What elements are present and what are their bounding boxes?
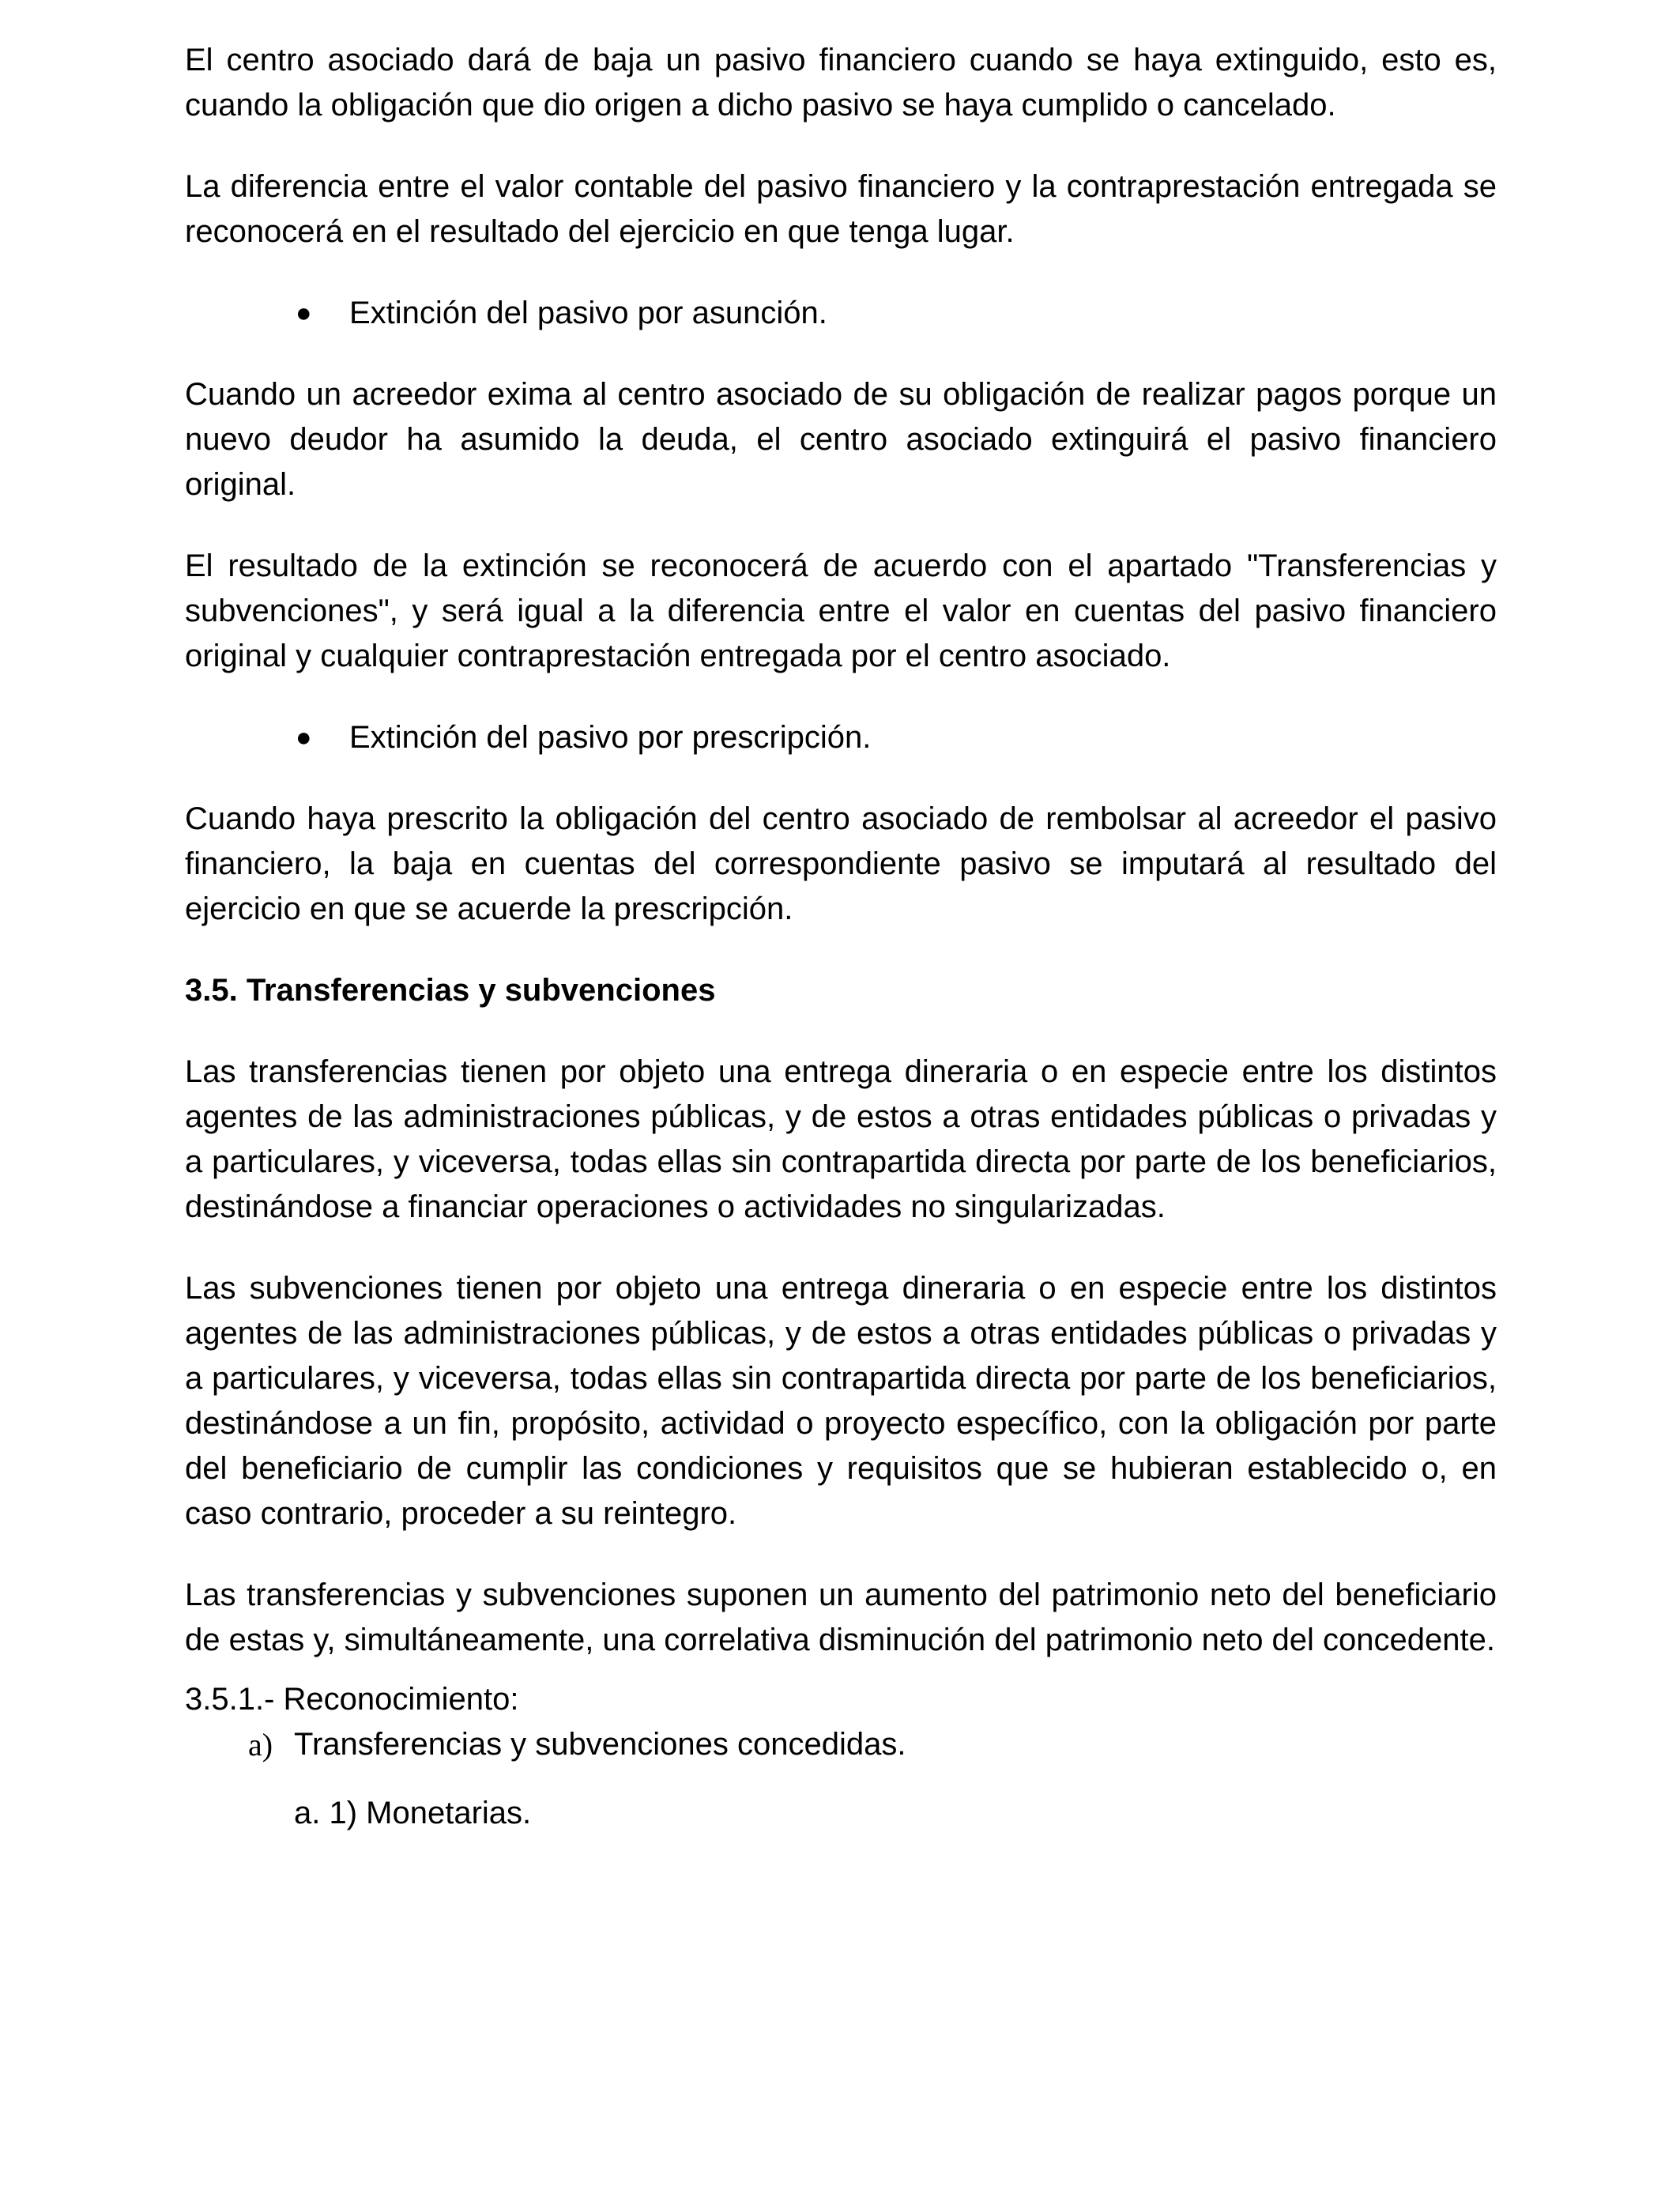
bullet-text: Extinción del pasivo por asunción.	[349, 296, 827, 330]
paragraph-resultado-extincion: El resultado de la extinción se reconocerá de acuerdo con el apartado "Transferencias y subvenciones", y será igual a la diferencia entre el valor en cuentas del pasivo financiero original y cualquier contraprestación entregada por el centro asociado.	[185, 548, 1497, 673]
bullet-item-asuncion	[185, 291, 1497, 336]
bullet-icon: ●	[296, 722, 312, 752]
paragraph-patrimonio-neto: Las transferencias y subvenciones suponen un aumento del patrimonio neto del beneficiario de estas y, simultáneamente, una correlativa disminución del patrimonio neto del concedente.	[185, 1578, 1497, 1657]
paragraph-subvenciones: Las subvenciones tienen por objeto una entrega dineraria o en especie entre los distintos agentes de las administraciones públicas, y de estos a otras entidades públicas o privadas y a particulares, y viceversa, todas ellas sin contrapartida directa por parte de los beneficiarios, destinándose a un fin, propósito, actividad o proyecto específico, con la obligación por parte del beneficiario de cumplir las condiciones y requisitos que se hubieran establecido o, en caso contrario, proceder a su reintegro.	[185, 1271, 1497, 1531]
document-body	[185, 38, 1497, 1836]
paragraph-transferencias: Las transferencias tienen por objeto una entrega dineraria o en especie entre los distintos agentes de las administraciones públicas, y de estos a otras entidades públicas o privadas y a particulares, y viceversa, todas ellas sin contrapartida directa por parte de los beneficiarios, destinándose a financiar operaciones o actividades no singularizadas.	[185, 1054, 1497, 1224]
bullet-icon: ●	[296, 298, 312, 328]
paragraph-baja-pasivo: El centro asociado dará de baja un pasivo financiero cuando se haya extinguido, esto es, cuando la obligación que dio origen a dicho pasivo se haya cumplido o cancelado.	[185, 43, 1497, 123]
paragraph-prescripcion: Cuando haya prescrito la obligación del centro asociado de rembolsar al acreedor el pasivo financiero, la baja en cuentas del correspondiente pasivo se imputará al resultado del ejercicio en que se acuerde la prescripción.	[185, 801, 1497, 926]
bullet-item-prescripcion	[185, 715, 1497, 760]
section-heading: 3.5. Transferencias y subvenciones	[185, 973, 716, 1008]
list-item-a	[185, 1722, 1497, 1767]
subsection-heading: 3.5.1.- Reconocimiento:	[185, 1682, 519, 1717]
list-marker: a)	[248, 1727, 273, 1762]
paragraph-acreedor-exima: Cuando un acreedor exima al centro asociado de su obligación de realizar pagos porque un nuevo deudor ha asumido la deuda, el centro asociado extinguirá el pasivo financiero original.	[185, 377, 1497, 502]
paragraph-diferencia-valor: La diferencia entre el valor contable del pasivo financiero y la contraprestación entregada se reconocerá en el resultado del ejercicio en que tenga lugar.	[185, 169, 1497, 249]
list-item-a1: a. 1) Monetarias.	[294, 1796, 532, 1830]
bullet-text: Extinción del pasivo por prescripción.	[349, 720, 872, 755]
list-item-text: Transferencias y subvenciones concedidas.	[294, 1727, 906, 1762]
